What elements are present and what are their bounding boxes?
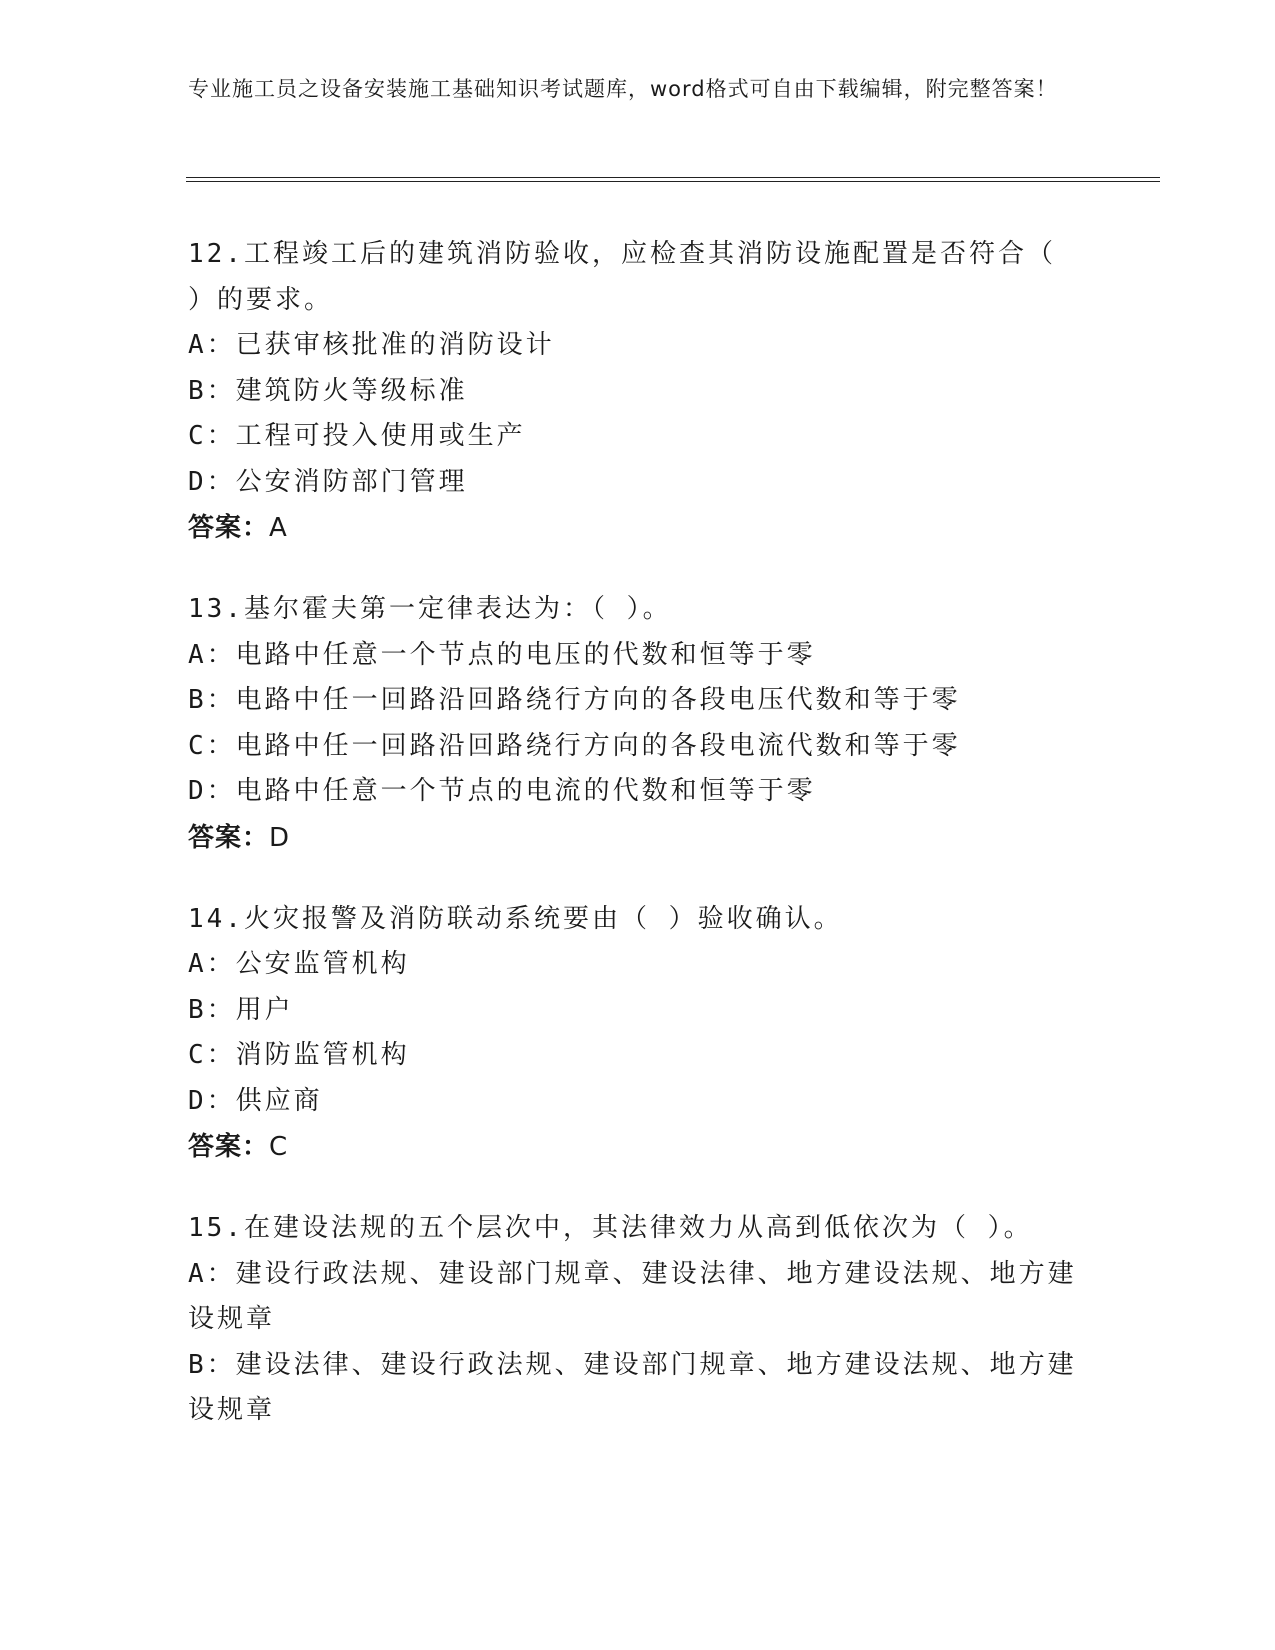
option-b: B：电路中任一回路沿回路绕行方向的各段电压代数和等于零 bbox=[188, 685, 961, 715]
option-d: D：公安消防部门管理 bbox=[188, 466, 468, 497]
answer-line bbox=[188, 505, 1088, 551]
question-15 bbox=[188, 1206, 1088, 1434]
option-c: C：工程可投入使用或生产 bbox=[188, 421, 526, 451]
answer-label: 答案： bbox=[188, 513, 270, 543]
answer-label: 答案： bbox=[188, 1132, 270, 1162]
header-divider bbox=[186, 177, 1160, 182]
answer-line bbox=[188, 1124, 1088, 1170]
answer-line bbox=[188, 815, 1088, 861]
option-b: B：建筑防火等级标准 bbox=[188, 375, 468, 406]
question-text: 12.工程竣工后的建筑消防验收，应检查其消防设施配置是否符合（ ）的要求。 bbox=[188, 239, 1056, 315]
answer-label: 答案： bbox=[188, 822, 270, 853]
answer-value: C bbox=[269, 1132, 289, 1162]
option-a: A：建设行政法规、建设部门规章、建设法律、地方建设法规、地方建设规章 bbox=[188, 1258, 1077, 1334]
option-b: B：用户 bbox=[188, 994, 294, 1025]
option-c: C：消防监管机构 bbox=[188, 1040, 410, 1070]
answer-value: D bbox=[269, 822, 291, 853]
question-12 bbox=[188, 232, 1088, 551]
option-d: D：电路中任意一个节点的电流的代数和恒等于零 bbox=[188, 776, 816, 806]
option-a: A：已获审核批准的消防设计 bbox=[188, 330, 555, 360]
question-text: 15.在建设法规的五个层次中，其法律效力从高到低依次为（ ）。 bbox=[188, 1213, 1033, 1243]
document-header bbox=[188, 72, 1068, 106]
option-c: C：电路中任一回路沿回路绕行方向的各段电流代数和等于零 bbox=[188, 730, 961, 761]
option-d: D：供应商 bbox=[188, 1085, 323, 1116]
question-14 bbox=[188, 897, 1088, 1171]
option-a: A：公安监管机构 bbox=[188, 949, 410, 979]
question-list bbox=[188, 232, 1088, 1470]
question-13 bbox=[188, 587, 1088, 861]
question-text: 13.基尔霍夫第一定律表达为：（ ）。 bbox=[188, 594, 672, 624]
option-b: B：建设法律、建设行政法规、建设部门规章、地方建设法规、地方建设规章 bbox=[188, 1349, 1077, 1425]
answer-value: A bbox=[269, 513, 288, 543]
question-text: 14.火灾报警及消防联动系统要由（ ）验收确认。 bbox=[188, 903, 843, 934]
header-text: 专业施工员之设备安装施工基础知识考试题库，word格式可自由下载编辑，附完整答案！ bbox=[188, 77, 1058, 101]
option-a: A：电路中任意一个节点的电压的代数和恒等于零 bbox=[188, 639, 816, 670]
